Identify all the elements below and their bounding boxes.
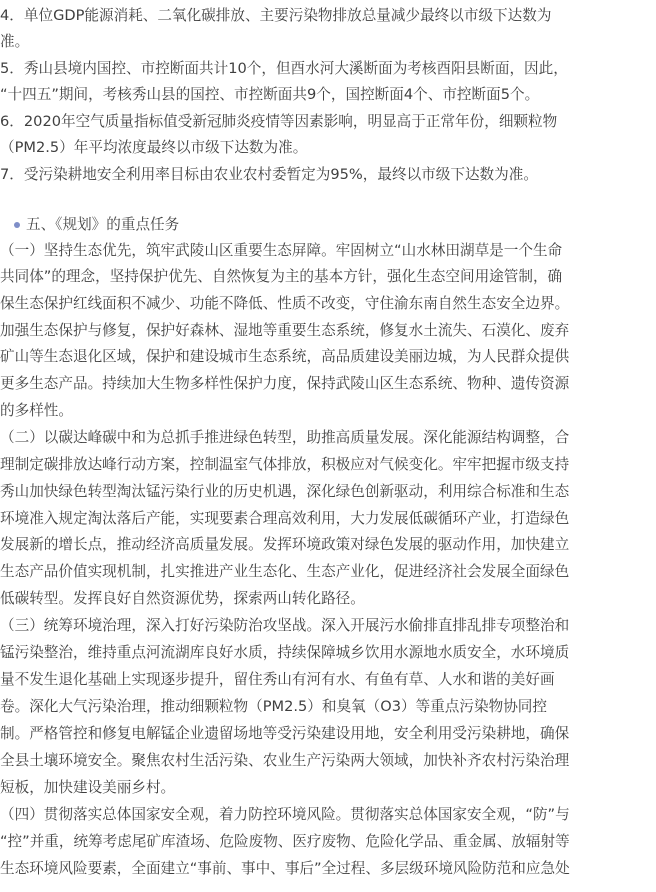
paragraph-3-line: （三）统筹环境治理，深入打好污染防治攻坚战。深入开展污水偷排直排乱排专项整治和 [0,617,570,634]
bullet-dot-icon [14,222,20,228]
paragraph-2-line: 理制定碳排放达峰行动方案，控制温室气体排放，积极应对气候变化。牢牢把握市级支持 [0,456,570,473]
paragraph-3-line: 短板，加快建设美丽乡村。 [0,779,176,796]
paragraph-3-line: 制。严格管控和修复电解锰企业遗留场地等受污染建设用地，安全利用受污染耕地，确保 [0,725,570,742]
paragraph-4-line: （四）贯彻落实总体国家安全观，着力防控环境风险。贯彻落实总体国家安全观，“防”与 [0,806,570,823]
paragraph-2-line: （二）以碳达峰碳中和为总抓手推进绿色转型，助推高质量发展。深化能源结构调整，合 [0,429,570,446]
paragraph-2-line: 秀山加快绿色转型淘汰锰污染行业的历史机遇，深化绿色创新驱动，利用综合标准和生态 [0,483,570,500]
note-7-line-1: 7．受污染耕地安全利用率目标由农业农村委暂定为95%，最终以市级下达数为准。 [0,166,538,183]
note-4-line-1: 4．单位GDP能源消耗、二氧化碳排放、主要污染物排放总量减少最终以市级下达数为 [0,7,552,24]
paragraph-1-line: 更多生态产品。持续加大生物多样性保护力度，保持武陵山区生态系统、物种、遗传资源 [0,375,570,392]
paragraph-2-line: 生态产品价值实现机制，扎实推进产业生态化、生态产业化，促进经济社会发展全面绿色 [0,563,570,580]
note-4-line-2: 准。 [0,33,30,50]
paragraph-3-line: 全县土壤环境安全。聚焦农村生活污染、农业生产污染两大领域，加快补齐农村污染治理 [0,752,570,769]
paragraph-2-line: 环境准入规定淘汰落后产能，实现要素合理高效利用，大力发展低碳循环产业，打造绿色 [0,510,570,527]
paragraph-1-line: 保生态保护红线面积不减少、功能不降低、性质不改变，守住渝东南自然生态安全边界。 [0,295,570,312]
paragraph-1-line: 的多样性。 [0,402,73,419]
paragraph-4-line: “控”并重，统筹考虑尾矿库渣场、危险废物、医疗废物、危险化学品、重金属、放辐射等 [0,833,570,850]
paragraph-3-line: 卷。深化大气污染治理，推动细颗粒物（PM2.5）和臭氧（O3）等重点污染物协同控 [0,698,547,715]
paragraph-1-line: 共同体”的理念，坚持保护优先、自然恢复为主的基本方针，强化生态空间用途管制，确 [0,268,563,285]
note-6-line-1: 6．2020年空气质量指标值受新冠肺炎疫情等因素影响，明显高于正常年份，细颗粒物 [0,113,558,130]
note-5-line-1: 5．秀山县境内国控、市控断面共计10个，但酉水河大溪断面为考核酉阳县断面，因此， [0,60,568,77]
section-heading: 五、《规划》的重点任务 [26,216,180,233]
paragraph-4-line: 生态环境风险要素，全面建立“事前、事中、事后”全过程、多层级环境风险防范和应急处 [0,860,570,877]
note-6-line-2: （PM2.5）年平均浓度最终以市级下达数为准。 [0,139,308,156]
paragraph-1-line: 矿山等生态退化区域，保护和建设城市生态系统，高品质建设美丽边城，为人民群众提供 [0,348,570,365]
paragraph-3-line: 锰污染整治，维持重点河流湖库良好水质，持续保障城乡饮用水源地水质安全，水环境质 [0,644,570,661]
paragraph-2-line: 低碳转型。发挥良好自然资源优势，探索两山转化路径。 [0,590,365,607]
paragraph-1-line: 加强生态保护与修复，保护好森林、湿地等重要生态系统，修复水土流失、石漠化、废弃 [0,322,570,339]
paragraph-3-line: 量不发生退化基础上实现逐步提升，留住秀山有河有水、有鱼有草、人水和谐的美好画 [0,671,555,688]
paragraph-2-line: 发展新的增长点，推动经济高质量发展。发挥环境政策对绿色发展的驱动作用，加快建立 [0,536,570,553]
paragraph-1-line: （一）坚持生态优先，筑牢武陵山区重要生态屏障。牢固树立“山水林田湖草是一个生命 [0,242,563,259]
note-5-line-2: “十四五”期间，考核秀山县的国控、市控断面共9个，国控断面4个、市控断面5个。 [0,86,540,103]
